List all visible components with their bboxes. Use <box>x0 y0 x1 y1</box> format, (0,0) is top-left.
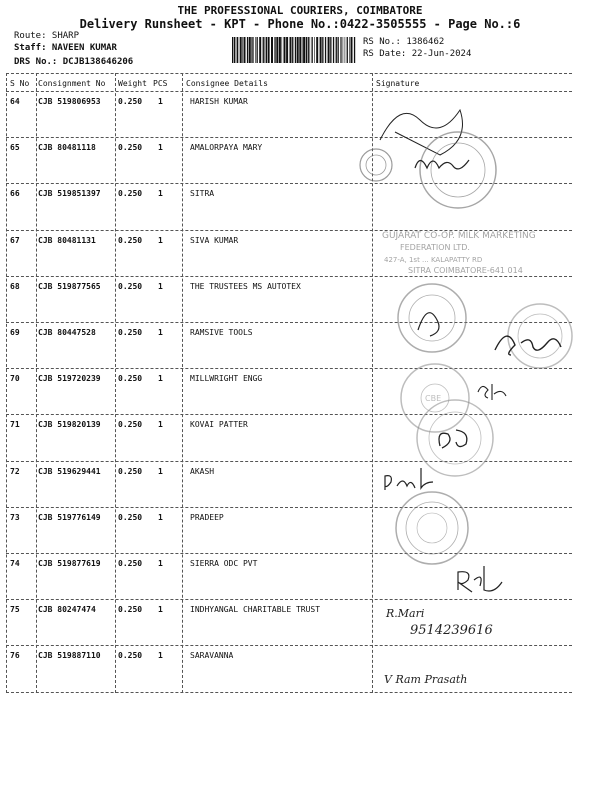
barcode-bar <box>340 37 341 63</box>
barcode-bar <box>314 37 315 63</box>
stamp-68 <box>398 284 466 352</box>
row-weight: 0.250 <box>118 328 143 337</box>
row-pcs: 1 <box>158 559 163 568</box>
row-consignee: MILLWRIGHT ENGG <box>190 374 263 384</box>
barcode-bar <box>279 37 281 63</box>
barcode-bar <box>249 37 251 63</box>
barcode-bar <box>325 37 326 63</box>
row-pcs: 1 <box>158 374 163 384</box>
barcode-bar <box>259 37 261 63</box>
barcode-bar <box>341 37 342 63</box>
row-pcs: 1 <box>158 420 163 430</box>
stamp-71 <box>417 400 493 476</box>
barcode-bar <box>299 37 301 63</box>
row-weight: 0.250 <box>118 512 143 522</box>
row-sno: 73 <box>10 512 20 522</box>
handwritten-phone-75: 9514239616 <box>410 623 493 638</box>
row-weight: 0.250 <box>118 559 143 568</box>
barcode-bar <box>251 37 252 63</box>
row-consignment: CJB 519877565 <box>38 281 101 291</box>
row-pcs: 1 <box>158 143 163 153</box>
barcode-bar <box>338 37 339 63</box>
staff-label: Staff: NAVEEN KUMAR <box>14 43 117 53</box>
handwritten-name-75: R.Mari <box>386 607 425 620</box>
row-pcs: 1 <box>158 281 163 291</box>
stamp-cbe-text: CBE <box>425 394 442 403</box>
signature-65 <box>415 160 469 169</box>
barcode-bar <box>263 37 264 63</box>
row-consignee: THE TRUSTEES MS AUTOTEX <box>190 281 301 291</box>
row-pcs: 1 <box>158 651 163 661</box>
rs-date: RS Date: 22-Jun-2024 <box>363 49 472 59</box>
stamp-sitra-line4: SITRA COIMBATORE-641 014 <box>408 266 523 275</box>
stamp-sitra <box>382 231 536 275</box>
row-divider <box>6 507 572 508</box>
stamp-sitra-line2: FEDERATION LTD. <box>400 243 470 252</box>
stamp-69 <box>508 304 572 368</box>
row-weight: 0.250 <box>118 605 143 615</box>
barcode-bar <box>232 37 233 63</box>
row-pcs: 1 <box>158 189 163 199</box>
barcode-bar <box>247 37 248 63</box>
row-divider <box>6 414 572 415</box>
row-weight: 0.250 <box>118 374 143 384</box>
barcode-bar <box>351 37 353 63</box>
barcode-bar <box>292 37 293 63</box>
row-sno: 75 <box>10 605 20 615</box>
row-pcs: 1 <box>158 605 163 615</box>
barcode-bar <box>240 37 242 63</box>
row-sno: 69 <box>10 328 20 337</box>
barcode-bar <box>303 37 305 63</box>
row-consignment: CJB 519720239 <box>38 374 101 384</box>
row-divider <box>6 276 572 277</box>
row-sno: 65 <box>10 143 20 153</box>
row-weight: 0.250 <box>118 466 143 476</box>
row-consignee: RAMSIVE TOOLS <box>190 328 253 337</box>
row-weight: 0.250 <box>118 97 143 106</box>
col-header-signature: Signature <box>376 79 420 88</box>
col-header-pcs: PCS <box>153 79 168 88</box>
row-sno: 72 <box>10 466 20 476</box>
signature-74 <box>458 566 502 592</box>
barcode-bar <box>266 37 267 63</box>
row-pcs: 1 <box>158 512 163 522</box>
barcode-bar <box>349 37 350 63</box>
barcode-bar <box>347 37 348 63</box>
row-consignee: PRADEEP <box>190 512 224 522</box>
row-pcs: 1 <box>158 466 163 476</box>
col-header-sno: S No <box>10 79 30 88</box>
barcode-bar <box>244 37 246 63</box>
row-sno: 68 <box>10 281 20 291</box>
route-label: Route: SHARP <box>14 31 80 41</box>
barcode-bar <box>322 37 323 63</box>
row-weight: 0.250 <box>118 420 143 430</box>
signature-64 <box>380 110 463 155</box>
barcode-bar <box>333 37 334 63</box>
row-consignee: AMALORPAYA MARY <box>190 143 263 153</box>
signature-72 <box>385 468 433 490</box>
barcode-bar <box>265 37 266 63</box>
col-header-consignee: Consignee Details <box>186 79 268 88</box>
row-consignee: SITRA <box>190 189 215 199</box>
barcode-bar <box>328 37 330 63</box>
signature-71 <box>439 430 467 448</box>
row-consignee: SIERRA ODC PVT <box>190 559 258 568</box>
row-consignment: CJB 80247474 <box>38 605 96 615</box>
signature-68 <box>418 313 439 336</box>
row-divider <box>6 692 572 693</box>
row-divider <box>6 553 572 554</box>
row-consignee: SIVA KUMAR <box>190 235 239 245</box>
barcode-bar <box>274 37 275 63</box>
row-weight: 0.250 <box>118 235 143 245</box>
row-divider <box>6 645 572 646</box>
barcode-bar <box>336 37 337 63</box>
barcode-bar <box>257 37 258 63</box>
row-divider <box>6 322 572 323</box>
row-sno: 71 <box>10 420 20 430</box>
row-consignment: CJB 519877619 <box>38 559 101 568</box>
barcode-bar <box>255 37 256 63</box>
row-weight: 0.250 <box>118 189 143 199</box>
barcode-bar <box>330 37 331 63</box>
col-header-weight: Weight <box>118 79 147 88</box>
stamp-sitra-line1: GUJARAT CO-OP. MILK MARKETING <box>382 231 536 241</box>
row-weight: 0.250 <box>118 651 143 661</box>
rs-number: RS No.: 1386462 <box>363 37 445 47</box>
barcode-bar <box>297 37 299 63</box>
barcode-bar <box>282 37 283 63</box>
row-divider <box>6 599 572 600</box>
row-pcs: 1 <box>158 328 163 337</box>
row-weight: 0.250 <box>118 281 143 291</box>
row-divider <box>6 183 572 184</box>
row-consignment: CJB 80447528 <box>38 328 96 337</box>
barcode-bar <box>286 37 288 63</box>
row-consignee: AKASH <box>190 466 215 476</box>
row-divider <box>6 137 572 138</box>
stamp-sitra-line3: 427-A, 1st ... KALAPATTY RD <box>384 256 483 264</box>
barcode-bar <box>271 37 273 63</box>
barcode-bar <box>237 37 238 63</box>
barcode-bar <box>290 37 292 63</box>
barcode-bar <box>268 37 270 63</box>
row-consignee: INDHYANGAL CHARITABLE TRUST <box>190 605 321 615</box>
row-consignment: CJB 519887110 <box>38 651 101 661</box>
barcode-bar <box>295 37 296 63</box>
row-sno: 64 <box>10 97 20 106</box>
signature-69 <box>495 336 561 355</box>
row-sno: 76 <box>10 651 20 661</box>
row-sno: 66 <box>10 189 20 199</box>
row-consignee: KOVAI PATTER <box>190 420 248 430</box>
runsheet-subtitle: Delivery Runsheet - KPT - Phone No.:0422-3505555 - Page No.:6 <box>79 17 521 31</box>
barcode-bar <box>312 37 313 63</box>
row-consignment: CJB 519776149 <box>38 512 101 522</box>
barcode-bar <box>310 37 311 63</box>
row-consignment: CJB 519851397 <box>38 189 101 199</box>
row-sno: 74 <box>10 559 20 568</box>
barcode-bar <box>308 37 309 63</box>
row-consignment: CJB 519820139 <box>38 420 101 430</box>
drs-number: DRS No.: DCJB138646206 <box>14 57 134 67</box>
row-consignee: SARAVANNA <box>190 651 234 661</box>
row-consignment: CJB 80481118 <box>38 143 96 153</box>
barcode-bar <box>234 37 235 63</box>
row-pcs: 1 <box>158 97 163 106</box>
row-divider <box>6 368 572 369</box>
handwritten-signature-76: V Ram Prasath <box>384 673 468 686</box>
barcode-bar <box>284 37 286 63</box>
barcode-bar <box>306 37 307 63</box>
row-weight: 0.250 <box>118 143 143 153</box>
barcode-bar <box>276 37 278 63</box>
barcode-bar <box>354 37 355 63</box>
row-divider <box>6 461 572 462</box>
barcode-bar <box>242 37 243 63</box>
row-consignment: CJB 519629441 <box>38 466 101 476</box>
row-consignee: HARISH KUMAR <box>190 97 248 106</box>
barcode-bar <box>302 37 303 63</box>
row-sno: 70 <box>10 374 20 384</box>
barcode-bar <box>316 37 318 63</box>
barcode-bar <box>253 37 254 63</box>
barcode-bar <box>343 37 344 63</box>
barcode-bar <box>236 37 237 63</box>
signature-70 <box>478 384 506 400</box>
company-title: THE PROFESSIONAL COURIERS, COIMBATORE <box>177 4 423 17</box>
barcode <box>232 37 358 63</box>
row-pcs: 1 <box>158 235 163 245</box>
header-rule-bottom <box>6 91 572 92</box>
barcode-bar <box>345 37 346 63</box>
row-consignment: CJB 80481131 <box>38 235 96 245</box>
row-sno: 67 <box>10 235 20 245</box>
barcode-bar <box>320 37 322 63</box>
row-divider <box>6 230 572 231</box>
stamp-70 <box>401 364 469 432</box>
header-rule-top <box>6 73 572 74</box>
row-consignment: CJB 519806953 <box>38 97 101 106</box>
stamp-65 <box>360 132 496 208</box>
col-header-consignment: Consignment No <box>38 79 106 88</box>
